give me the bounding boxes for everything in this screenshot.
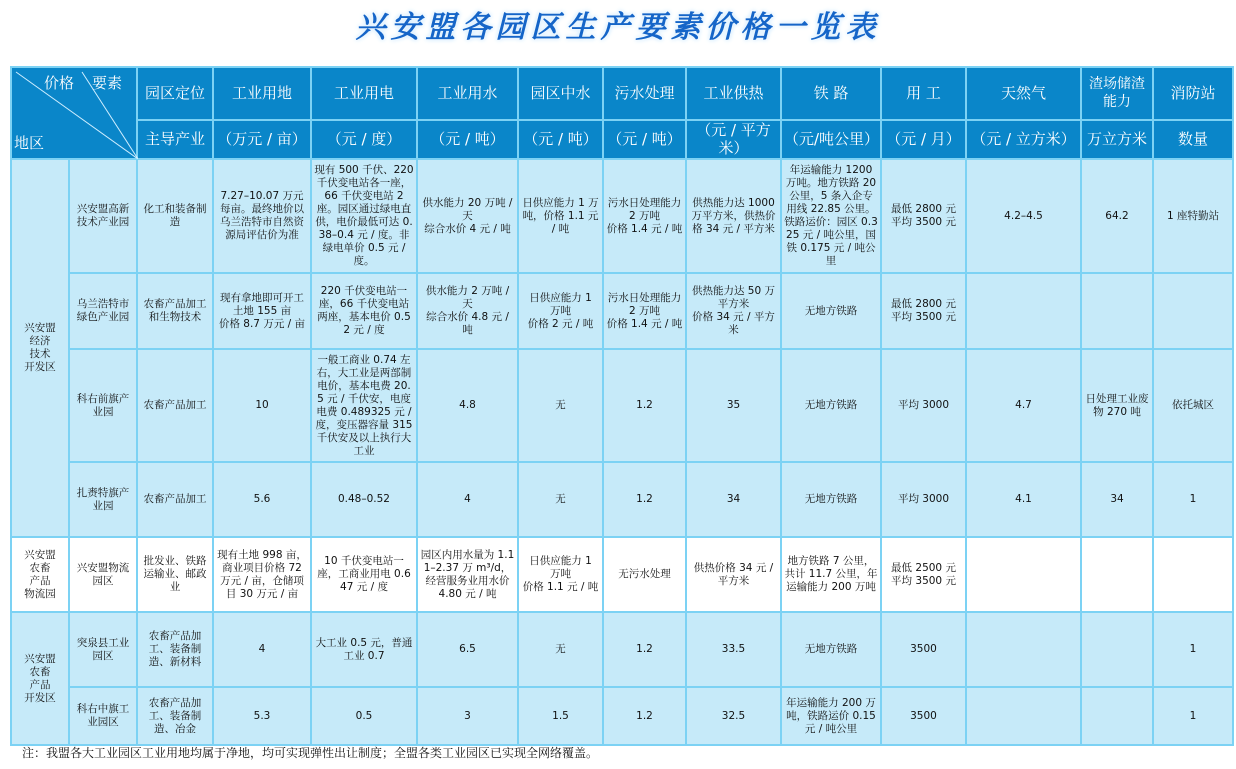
value-cell: 供热能力达 1000 万平方米，供热价格 34 元 / 平方米 [686, 159, 781, 273]
table-row [11, 612, 1233, 687]
value-cell: 1 [1153, 462, 1233, 537]
column-header: 工业用地 [213, 67, 311, 120]
value-cell: 污水日处理能力 2 万吨 价格 1.4 元 / 吨 [603, 159, 686, 273]
value-cell: 日供应能力 1 万吨 价格 1.1 元 / 吨 [518, 537, 603, 612]
value-cell: 无 [518, 462, 603, 537]
park-name-cell: 科右前旗产业园 [69, 349, 137, 462]
value-cell: 4 [417, 462, 518, 537]
table-row [11, 537, 1233, 612]
value-cell: 1.2 [603, 349, 686, 462]
park-name-cell: 扎赉特旗产业园 [69, 462, 137, 537]
value-cell: 5.3 [213, 687, 311, 745]
footnote: 注：我盟各大工业园区工业用地均属于净地，均可实现弹性出让制度；全盟各类工业园区已实现全网络覆盖。 [22, 746, 599, 760]
industry-cell: 农畜产品加工和生物技术 [137, 273, 213, 349]
value-cell: 最低 2500 元 平均 3500 元 [881, 537, 966, 612]
value-cell: 64.2 [1081, 159, 1153, 273]
park-name-cell: 兴安盟物流园区 [69, 537, 137, 612]
value-cell: 4.8 [417, 349, 518, 462]
industry-cell: 农畜产品加工 [137, 462, 213, 537]
value-cell: 供热能力达 50 万平方米 价格 34 元 / 平方米 [686, 273, 781, 349]
industry-cell: 农畜产品加工、装备制造、新材料 [137, 612, 213, 687]
value-cell: 现有 500 千伏、220 千伏变电站各一座，66 千伏变电站 2 座。园区通过绿电直供，电价最低可达 0.38–0.4 元 / 度。非绿电单价 0.5 元 / 度。 [311, 159, 417, 273]
corner-factor-label: 要素 [92, 74, 123, 92]
value-cell [966, 687, 1081, 745]
unit-header: （元 / 吨） [603, 120, 686, 159]
value-cell: 大工业 0.5 元，普通工业 0.7 [311, 612, 417, 687]
value-cell [1153, 537, 1233, 612]
value-cell: 最低 2800 元 平均 3500 元 [881, 273, 966, 349]
value-cell: 4.2–4.5 [966, 159, 1081, 273]
park-name-cell: 乌兰浩特市绿色产业园 [69, 273, 137, 349]
value-cell [1081, 537, 1153, 612]
value-cell: 无 [518, 612, 603, 687]
value-cell: 无地方铁路 [781, 349, 881, 462]
column-header: 工业用电 [311, 67, 417, 120]
value-cell: 平均 3000 [881, 349, 966, 462]
value-cell: 4.7 [966, 349, 1081, 462]
table-row [11, 349, 1233, 462]
column-header: 用 工 [881, 67, 966, 120]
industry-cell: 批发业、铁路运输业、邮政业 [137, 537, 213, 612]
value-cell: 1 座特勤站 [1153, 159, 1233, 273]
value-cell: 220 千伏变电站一座，66 千伏变电站两座，基本电价 0.52 元 / 度 [311, 273, 417, 349]
value-cell: 一般工商业 0.74 左右，大工业是两部制电价，基本电费 20.5 元 / 千伏安，电度电费 0.489325 元 / 度，变压器容量 315 千伏安及以上执行大工业 [311, 349, 417, 462]
unit-header: （元 / 吨） [417, 120, 518, 159]
value-cell: 现有土地 998 亩，商业项目价格 72 万元 / 亩，仓储项目 30 万元 / 亩 [213, 537, 311, 612]
value-cell: 1 [1153, 687, 1233, 745]
value-cell: 1 [1153, 612, 1233, 687]
value-cell: 34 [686, 462, 781, 537]
industry-cell: 农畜产品加工、装备制造、冶金 [137, 687, 213, 745]
value-cell: 3500 [881, 612, 966, 687]
value-cell: 供热价格 34 元 / 平方米 [686, 537, 781, 612]
value-cell: 无 [518, 349, 603, 462]
value-cell: 日处理工业废物 270 吨 [1081, 349, 1153, 462]
value-cell: 3 [417, 687, 518, 745]
unit-header: 万立方米 [1081, 120, 1153, 159]
park-name-cell: 兴安盟高新技术产业园 [69, 159, 137, 273]
value-cell: 污水日处理能力 2 万吨 价格 1.4 元 / 吨 [603, 273, 686, 349]
unit-header: （万元 / 亩） [213, 120, 311, 159]
value-cell: 0.5 [311, 687, 417, 745]
value-cell: 33.5 [686, 612, 781, 687]
value-cell [966, 273, 1081, 349]
value-cell: 1.5 [518, 687, 603, 745]
unit-header: （元 / 吨） [518, 120, 603, 159]
column-header: 园区定位 [137, 67, 213, 120]
value-cell: 1.2 [603, 687, 686, 745]
value-cell: 平均 3000 [881, 462, 966, 537]
corner-header [11, 67, 137, 159]
column-header: 园区中水 [518, 67, 603, 120]
column-header: 渣场储渣能力 [1081, 67, 1153, 120]
value-cell: 32.5 [686, 687, 781, 745]
column-header: 工业供热 [686, 67, 781, 120]
price-table [10, 66, 1234, 746]
value-cell: 日供应能力 1 万吨，价格 1.1 元 / 吨 [518, 159, 603, 273]
page-title: 兴安盟各园区生产要素价格一览表 [355, 10, 881, 45]
value-cell: 10 [213, 349, 311, 462]
park-name-cell: 科右中旗工业园区 [69, 687, 137, 745]
region-cell: 兴安盟 经济 技术 开发区 [11, 159, 69, 537]
value-cell [1081, 273, 1153, 349]
value-cell: 1.2 [603, 462, 686, 537]
value-cell: 无地方铁路 [781, 273, 881, 349]
corner-region-label: 地区 [14, 134, 45, 152]
value-cell: 供水能力 2 万吨 / 天 综合水价 4.8 元 / 吨 [417, 273, 518, 349]
value-cell: 日供应能力 1 万吨 价格 2 元 / 吨 [518, 273, 603, 349]
table-row [11, 687, 1233, 745]
region-cell: 兴安盟 农畜 产品 物流园 [11, 537, 69, 612]
value-cell: 无地方铁路 [781, 612, 881, 687]
value-cell: 3500 [881, 687, 966, 745]
value-cell: 地方铁路 7 公里，共计 11.7 公里，年运输能力 200 万吨 [781, 537, 881, 612]
value-cell: 10 千伏变电站一座，工商业用电 0.647 元 / 度 [311, 537, 417, 612]
value-cell: 供水能力 20 万吨 / 天 综合水价 4 元 / 吨 [417, 159, 518, 273]
column-header: 铁 路 [781, 67, 881, 120]
table-row [11, 159, 1233, 273]
value-cell: 0.48–0.52 [311, 462, 417, 537]
industry-cell: 化工和装备制造 [137, 159, 213, 273]
unit-header: （元/吨公里） [781, 120, 881, 159]
value-cell: 1.2 [603, 612, 686, 687]
value-cell: 5.6 [213, 462, 311, 537]
column-header: 天然气 [966, 67, 1081, 120]
unit-header: （元 / 立方米） [966, 120, 1081, 159]
value-cell [1081, 687, 1153, 745]
table-row [11, 273, 1233, 349]
unit-header: 数量 [1153, 120, 1233, 159]
value-cell: 6.5 [417, 612, 518, 687]
value-cell: 无污水处理 [603, 537, 686, 612]
park-name-cell: 突泉县工业园区 [69, 612, 137, 687]
unit-header: （元 / 度） [311, 120, 417, 159]
value-cell [1081, 612, 1153, 687]
value-cell: 年运输能力 200 万吨，铁路运价 0.15 元 / 吨公里 [781, 687, 881, 745]
value-cell: 园区内用水量为 1.11–2.37 万 m³/d，经营服务业用水价 4.80 元 / 吨 [417, 537, 518, 612]
value-cell: 最低 2800 元 平均 3500 元 [881, 159, 966, 273]
unit-header: （元 / 月） [881, 120, 966, 159]
region-cell: 兴安盟 农畜 产品 开发区 [11, 612, 69, 745]
column-header: 污水处理 [603, 67, 686, 120]
industry-cell: 农畜产品加工 [137, 349, 213, 462]
value-cell [966, 612, 1081, 687]
value-cell: 34 [1081, 462, 1153, 537]
unit-header: 主导产业 [137, 120, 213, 159]
value-cell [1153, 273, 1233, 349]
column-header: 工业用水 [417, 67, 518, 120]
corner-price-label: 价格 [44, 74, 75, 92]
value-cell: 无地方铁路 [781, 462, 881, 537]
column-header: 消防站 [1153, 67, 1233, 120]
unit-header: （元 / 平方米） [686, 120, 781, 159]
value-cell: 7.27–10.07 万元每亩。最终地价以乌兰浩特市自然资源局评估价为准 [213, 159, 311, 273]
value-cell: 现有拿地即可开工土地 155 亩 价格 8.7 万元 / 亩 [213, 273, 311, 349]
value-cell: 依托城区 [1153, 349, 1233, 462]
value-cell: 4 [213, 612, 311, 687]
value-cell: 35 [686, 349, 781, 462]
value-cell: 4.1 [966, 462, 1081, 537]
table-row [11, 462, 1233, 537]
value-cell: 年运输能力 1200 万吨。地方铁路 20 公里，5 条入企专用线 22.85 公里。铁路运价：园区 0.325 元 / 吨公里，国铁 0.175 元 / 吨公里 [781, 159, 881, 273]
value-cell [966, 537, 1081, 612]
